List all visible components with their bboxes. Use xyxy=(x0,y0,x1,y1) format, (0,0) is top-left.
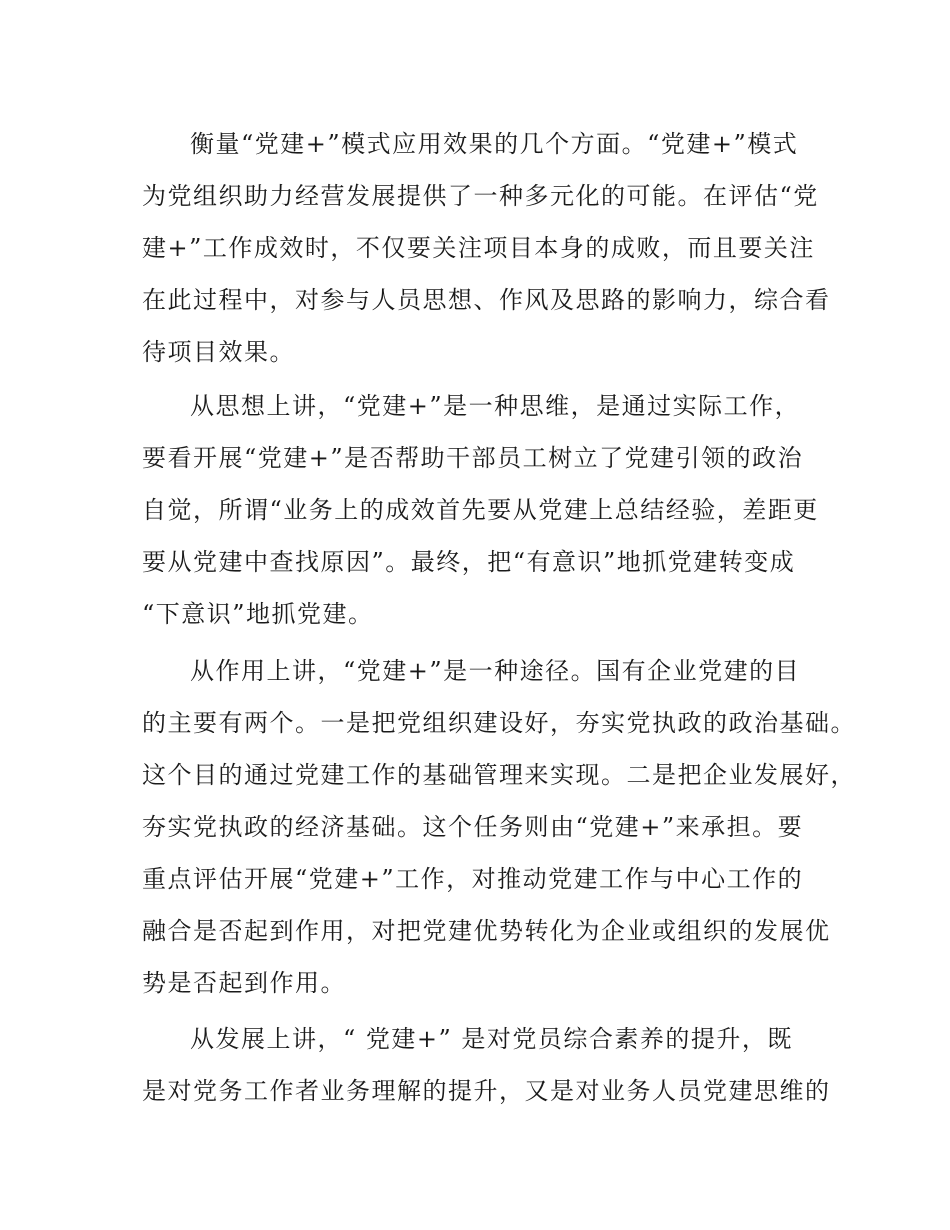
text-line: 为党组织助力经营发展提供了一种多元化的可能。在评估“党 xyxy=(142,182,819,210)
paragraph-thought-perspective xyxy=(142,380,822,640)
text-line: 势是否起到作用。 xyxy=(142,969,346,997)
text-line: 夯实党执政的经济基础。这个任务则由“党建+”来承担。要 xyxy=(142,813,804,841)
text-line: “下意识”地抓党建。 xyxy=(142,600,374,628)
text-line: 建+”工作成效时，不仅要关注项目本身的成败，而且要关注 xyxy=(142,234,815,262)
text-line: 要从党建中查找原因”。最终，把“有意识”地抓党建转变成 xyxy=(142,548,796,576)
text-line: 从作用上讲，“党建+”是一种途径。国有企业党建的目 xyxy=(190,657,801,685)
text-line: 从思想上讲，“党建+”是一种思维，是通过实际工作， xyxy=(190,392,801,420)
text-line: 衡量“党建+”模式应用效果的几个方面。“党建+”模式 xyxy=(190,130,799,158)
paragraph-development-perspective xyxy=(142,1013,831,1117)
text-line: 要看开展“党建+”是否帮助干部员工树立了党建引领的政治 xyxy=(142,444,804,472)
text-line: 是对党务工作者业务理解的提升，又是对业务人员党建思维的 xyxy=(142,1077,831,1105)
paragraph-evaluation-aspects xyxy=(142,118,831,378)
paragraph-function-perspective xyxy=(142,645,856,1009)
text-line: 重点评估开展“党建+”工作，对推动党建工作与中心工作的 xyxy=(142,865,804,893)
text-line: 融合是否起到作用，对把党建优势转化为企业或组织的发展优 xyxy=(142,917,831,945)
text-line: 自觉，所谓“业务上的成效首先要从党建上总结经验，差距更 xyxy=(142,496,819,524)
text-line: 从发展上讲，“ 党建+” 是对党员综合素养的提升，既 xyxy=(190,1025,793,1053)
text-line: 待项目效果。 xyxy=(142,338,295,366)
text-line: 这个目的通过党建工作的基础管理来实现。二是把企业发展好， xyxy=(142,761,856,789)
text-line: 在此过程中，对参与人员思想、作风及思路的影响力，综合看 xyxy=(142,286,831,314)
text-line: 的主要有两个。一是把党组织建设好，夯实党执政的政治基础。 xyxy=(142,709,856,737)
